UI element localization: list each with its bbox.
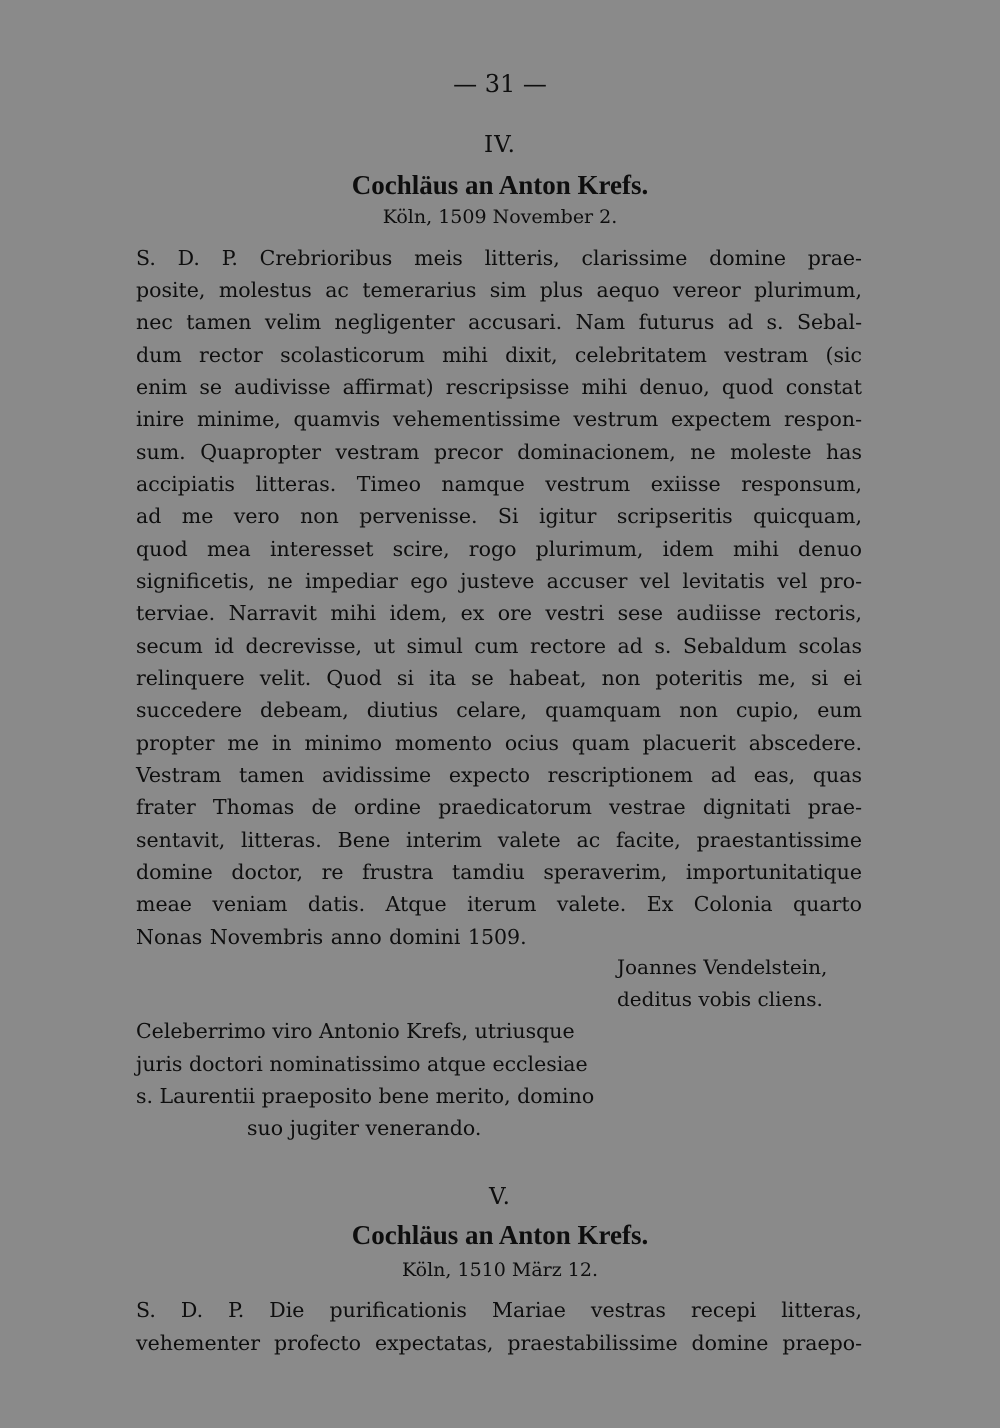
- text-line: accipiatis litteras. Timeo namque vestrum exiisse responsum,: [136, 472, 862, 496]
- address-line: Celeberrimo viro Antonio Krefs, utriusque: [136, 1019, 575, 1043]
- text-line: ad me vero non pervenisse. Si igitur scripseritis quicquam,: [136, 504, 862, 528]
- text-line: inire minime, quamvis vehementissime vestrum expectem respon-: [136, 407, 862, 431]
- text-line: significetis, ne impediar ego justeve accuser vel levitatis vel pro-: [136, 569, 862, 593]
- page-number: — 31 —: [453, 70, 547, 98]
- text-line: quod mea interesset scire, rogo plurimum, idem mihi denuo: [136, 537, 862, 561]
- text-line: sentavit, litteras. Bene interim valete ac facite, praestantissime: [136, 828, 862, 852]
- text-line: propter me in minimo momento ocius quam placuerit abscedere.: [136, 731, 862, 755]
- address-line: suo jugiter venerando.: [247, 1116, 482, 1140]
- text-line: enim se audivisse affirmat) rescripsisse mihi denuo, quod constat: [136, 375, 862, 399]
- signature-line: Joannes Vendelstein,: [617, 955, 828, 979]
- signature-line: deditus vobis cliens.: [617, 987, 823, 1011]
- text-line: nec tamen velim negligenter accusari. Nam futurus ad s. Sebal-: [136, 310, 862, 334]
- text-line: S. D. P. Crebrioribus meis litteris, clarissime domine prae-: [136, 246, 862, 270]
- text-line: succedere debeam, diutius celare, quamquam non cupio, eum: [136, 698, 862, 722]
- letter-title: Cochläus an Anton Krefs.: [351, 170, 649, 200]
- letter-number: IV.: [484, 132, 516, 158]
- text-line: relinquere velit. Quod si ita se habeat, non poteritis me, si ei: [136, 666, 862, 690]
- text-line: frater Thomas de ordine praedicatorum vestrae dignitati prae-: [136, 795, 862, 819]
- text-line: meae veniam datis. Atque iterum valete. Ex Colonia quarto: [136, 892, 862, 916]
- text-line: terviae. Narravit mihi idem, ex ore vestri sese audiisse rectoris,: [136, 601, 862, 625]
- address-line: juris doctori nominatissimo atque ecclesiae: [136, 1052, 588, 1076]
- text-line: domine doctor, re frustra tamdiu speraverim, importunitatique: [136, 860, 862, 884]
- letter-dateline: Köln, 1509 November 2.: [382, 206, 618, 228]
- text-line: posite, molestus ac temerarius sim plus aequo vereor plurimum,: [136, 278, 862, 302]
- text-line: S. D. P. Die purificationis Mariae vestras recepi litteras,: [136, 1298, 862, 1322]
- text-line: Vestram tamen avidissime expecto rescriptionem ad eas, quas: [136, 763, 862, 787]
- letter-number: V.: [489, 1184, 511, 1210]
- letter-title: Cochläus an Anton Krefs.: [351, 1220, 649, 1250]
- text-line: vehementer profecto expectatas, praestabilissime domine praepo-: [136, 1331, 862, 1355]
- address-line: s. Laurentii praeposito bene merito, domino: [136, 1084, 595, 1108]
- text-line: Nonas Novembris anno domini 1509.: [136, 925, 527, 949]
- text-line: secum id decrevisse, ut simul cum rectore ad s. Sebaldum scolas: [136, 634, 862, 658]
- text-line: sum. Quapropter vestram precor dominacionem, ne moleste has: [136, 440, 862, 464]
- text-line: dum rector scolasticorum mihi dixit, celebritatem vestram (sic: [136, 343, 862, 367]
- letter-dateline: Köln, 1510 März 12.: [401, 1259, 599, 1281]
